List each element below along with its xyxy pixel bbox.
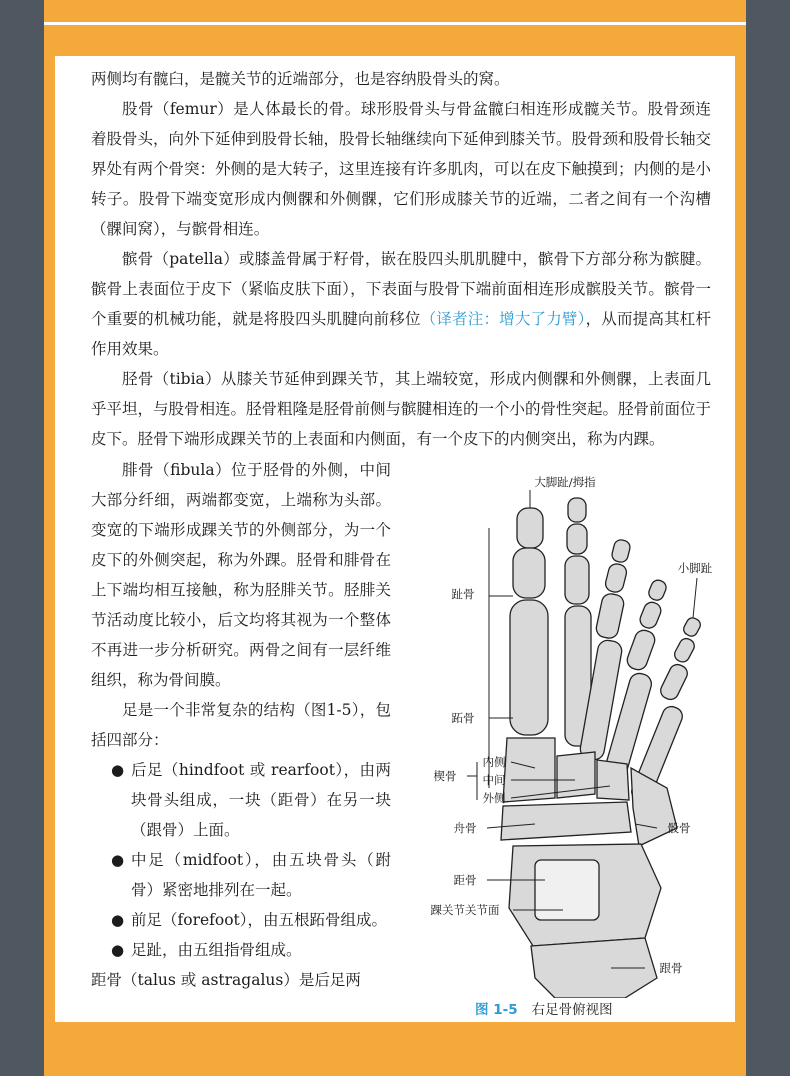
little-toe-distal (682, 616, 703, 638)
big-toe-proximal-phalanx (513, 548, 545, 598)
label-little-toe: 小脚趾 (677, 561, 713, 575)
label-cuneiforms: 楔骨 (433, 769, 457, 783)
fourth-toe-middle (638, 600, 664, 630)
third-toe-middle (604, 562, 628, 594)
figure-number: 图 1-5 (475, 1002, 518, 1018)
book-page (55, 56, 735, 1022)
top-band (44, 0, 746, 56)
paragraph-acetabulum: 两侧均有髋臼，是髋关节的近端部分，也是容纳股骨头的窝。 (91, 70, 510, 88)
second-toe-proximal (565, 556, 589, 604)
paragraph-fibula: 腓骨（fibula）位于胫骨的外侧，中间大部分纤细，两端都变宽，上端称为头部。变宽的下端形成踝关节的外侧部分，为一个皮下的外侧突起，称为外踝。胫骨和腓骨在上下端均相互接触，称为胫腓关节。胫腓关节活动度比较小，后文均将其视为一个整体不再进一步分析研究。两骨之间有一层纤维组织，称为骨间膜。 (91, 461, 391, 689)
label-talus: 距骨 (453, 873, 477, 887)
label-calcaneus: 跟骨 (659, 961, 683, 975)
third-toe-distal (611, 538, 632, 563)
label-medial: 内侧 (482, 755, 506, 769)
list-item: ● 前足（forefoot），由五根跖骨组成。 (111, 911, 388, 929)
list-item: ● 中足（midfoot），由五块骨头（跗骨）紧密地排列在一起。 (111, 851, 391, 899)
translator-note: （译者注：增大了力臂） (420, 310, 586, 328)
frame-left (0, 0, 44, 1076)
little-toe-middle (672, 636, 697, 664)
second-toe-distal (568, 498, 586, 522)
paragraph-tibia: 胫骨（tibia）从膝关节延伸到踝关节，其上端较宽，形成内侧髁和外侧髁，上表面几乎平坦，与股骨相连。胫骨粗隆是胫骨前侧与髌腱相连的一个小的骨性突起。胫骨前面位于皮下。胫骨下端形成踝关节的上表面和内侧面，有一个皮下的内侧突出，称为内踝。 (91, 370, 712, 448)
top-band-line (44, 22, 746, 25)
patella-text-end: ，从而提高其杠杆作用效果。 (91, 310, 711, 358)
bones (501, 498, 702, 998)
third-toe-proximal (595, 592, 626, 640)
label-intermediate: 中间 (482, 773, 506, 787)
list-item: ● 后足（hindfoot 或 rearfoot），由两块骨头组成，一块（距骨）在另一块（跟骨）上面。 (111, 761, 391, 839)
foot-parts-list (91, 755, 391, 965)
first-metatarsal (510, 600, 548, 735)
label-metatarsals: 跖骨 (451, 711, 475, 725)
paragraph-patella (91, 244, 711, 364)
bottom-band (44, 1022, 746, 1076)
frame-right (746, 0, 790, 1076)
paragraph-femur: 股骨（femur）是人体最长的骨。球形股骨头与骨盆髋臼相连形成髋关节。股骨颈连着股骨头，向外下延伸到股骨长轴，股骨长轴继续向下延伸到膝关节。股骨颈和股骨长轴交界处有两个骨突：外侧的是大转子，这里连接有许多肌肉，可以在皮下触摸到；内侧的是小转子。股骨下端变宽形成内侧髁和外侧髁，它们形成膝关节的近端，二者之间有一个沟槽（髁间窝），与髌骨相连。 (91, 100, 712, 238)
full-width-text (91, 64, 711, 454)
foot-skeleton-figure (395, 468, 725, 1028)
label-big-toe: 大脚趾/拇指 (534, 475, 596, 489)
left-column-text (91, 455, 391, 995)
figure-title: 右足骨俯视图 (531, 1002, 613, 1018)
foot-bones-illustration (395, 468, 725, 998)
ankle-joint-surface (535, 860, 599, 920)
intermediate-cuneiform (557, 752, 595, 798)
second-toe-middle (567, 524, 587, 554)
list-item: ● 足趾，由五组指骨组成。 (111, 941, 302, 959)
medial-cuneiform (503, 738, 555, 802)
figure-caption (475, 998, 613, 1018)
label-ankle-surface: 踝关节关节面 (430, 903, 500, 917)
label-phalanges: 趾骨 (451, 587, 475, 601)
fourth-toe-proximal (625, 628, 657, 672)
label-cuboid: 骰骨 (667, 821, 691, 835)
big-toe-distal-phalanx (517, 508, 543, 548)
little-toe-proximal (658, 662, 690, 702)
patella-text: 髌骨（patella）或膝盖骨属于籽骨，嵌在股四头肌肌腱中，髌骨下方部分称为髌腱。髌骨上表面位于皮下（紧临皮肤下面），下表面与股骨下端前面相连形成髌股关节。髌骨一个重要的机械功能，就是将股四头肌腱向前移位 (91, 250, 711, 328)
navicular (501, 802, 631, 840)
label-navicular: 舟骨 (453, 821, 477, 835)
fourth-toe-distal (647, 578, 668, 602)
paragraph-foot: 足是一个非常复杂的结构（图1-5），包括四部分： (91, 701, 391, 749)
paragraph-talus: 距骨（talus 或 astragalus）是后足两 (91, 971, 361, 989)
label-lateral: 外侧 (482, 791, 506, 805)
lateral-cuneiform (597, 760, 629, 800)
